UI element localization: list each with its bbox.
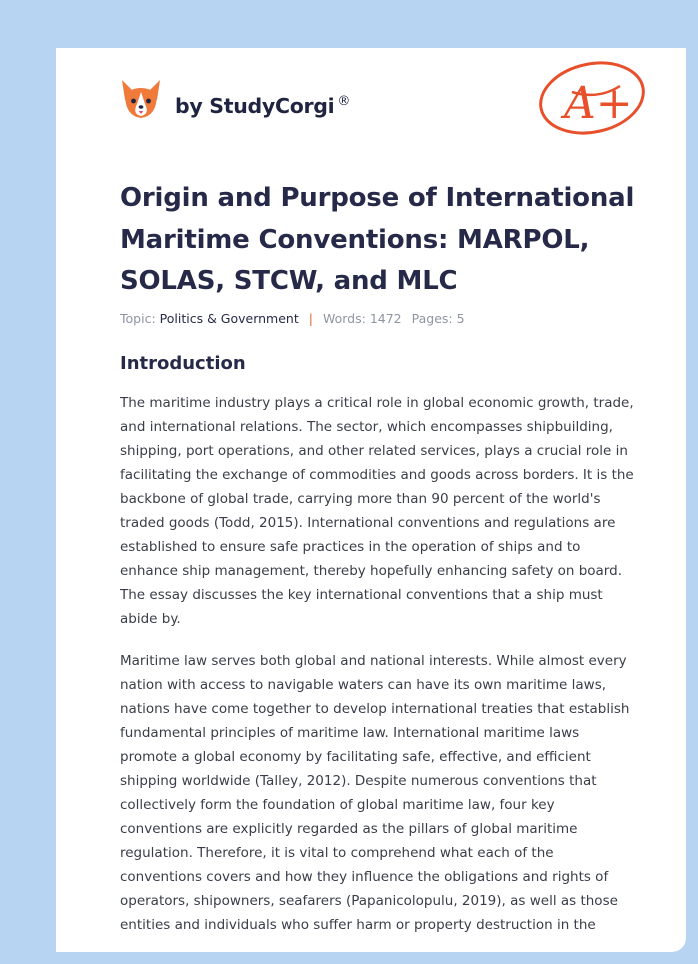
pages-label: Pages: [411,311,453,326]
section-heading: Introduction [120,353,246,374]
a-plus-badge-icon [536,58,648,140]
essay-body [120,391,636,952]
paragraph: The maritime industry plays a critical role in global economic growth, trade, and international relations. The sector, which encompasses shipbuilding, shipping, port operations, and other related services, plays a crucial role in facilitating the exchange of commodities and goods across borders. It is the backbone of global trade, carrying more than 90 percent of the world's traded goods (Todd, 2015). International conventions and regulations are established to ensure safe practices in the operation of ships and to enhance ship management, thereby hopefully enhancing safety on board. The essay discusses the key international conventions that a ship must abide by. [120,395,634,627]
meta-separator: | [308,311,313,326]
document-page [56,48,686,952]
words-label: Words: [322,311,366,326]
pages-count: 5 [456,311,465,326]
words-count: 1472 [369,311,402,326]
brand-name[interactable] [175,94,350,118]
topic-link[interactable]: Politics & Government [159,311,299,326]
corgi-logo-icon[interactable] [120,76,162,122]
topic-label: Topic: [120,311,156,326]
grade-label: A+ [564,78,633,129]
page-title: Origin and Purpose of International Maritime Conventions: MARPOL, SOLAS, STCW, and MLC [120,183,635,296]
document-meta [120,311,465,326]
brand-text: by StudyCorgi [175,94,335,118]
paragraph: Maritime law serves both global and national interests. While almost every nation with access to navigable waters can have its own maritime laws, nations have come together to develop international treaties that establish fundamental principles of maritime law. International maritime laws promote a global economy by facilitating safe, effective, and efficient shipping worldwide (Talley, 2012). Despite numerous conventions that collectively form the foundation of global maritime law, four key conventions are explicitly regarded as the pillars of global maritime regulation. Therefore, it is vital to comprehend what each of the conventions covers and how they influence the obligations and rights of operators, shipowners, seafarers (Papanicolopulu, 2019), as well as those entities and individuals who suffer harm or property destruction in the [120,653,630,933]
registered-mark: ® [337,94,351,109]
